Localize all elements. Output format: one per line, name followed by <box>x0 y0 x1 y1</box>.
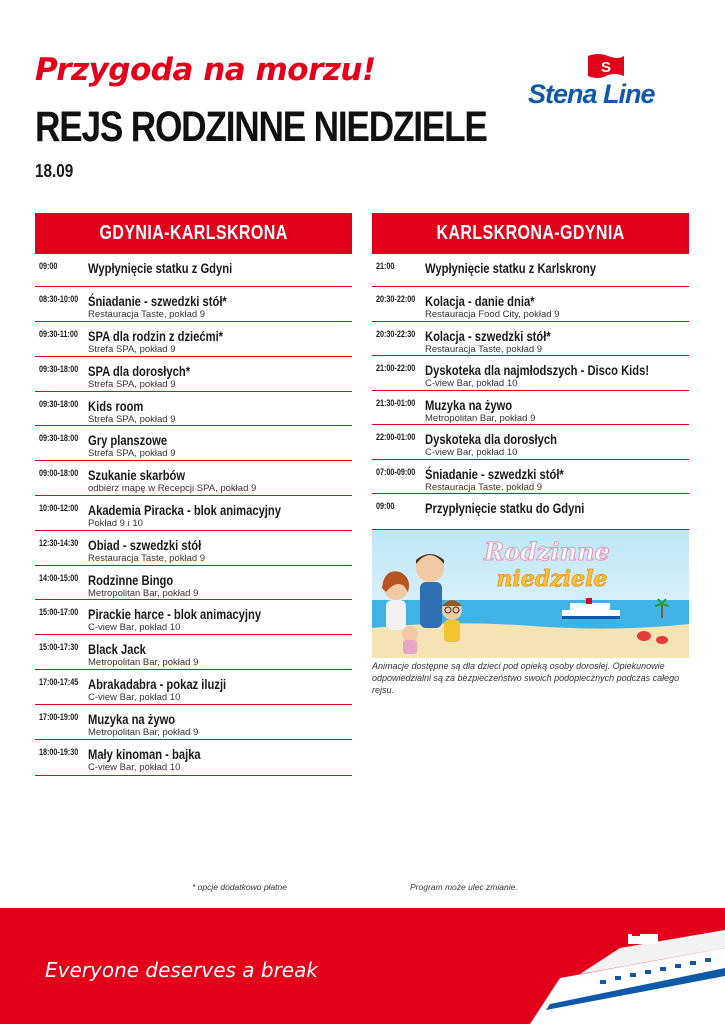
schedule-time: 15:00-17:00 <box>39 607 79 617</box>
footnote-subject-to-change: Program może ulec zmianie. <box>410 882 518 892</box>
schedule-time: 17:00-17:45 <box>39 677 79 687</box>
schedule-location: Strefa SPA, pokład 9 <box>88 448 176 459</box>
schedule-row <box>35 287 352 322</box>
schedule-row <box>35 496 352 531</box>
schedule-row <box>35 566 352 600</box>
schedule-location: Pokład 9 i 10 <box>88 518 143 529</box>
banner-caption: Animacje dostępne są dla dzieci pod opieką osoby dorosłej. Opiekunowie odpowiedzialni są za bezpieczeństwo swoich podopiecznych podczas całego rejsu. <box>372 661 680 695</box>
schedule-time: 09:30-11:00 <box>39 329 78 339</box>
schedule-row <box>372 460 689 494</box>
schedule-time: 21:30-01:00 <box>376 398 416 408</box>
schedule-time: 08:30-10:00 <box>39 294 79 304</box>
schedule-row <box>35 322 352 357</box>
schedule-time: 22:00-01:00 <box>376 432 416 442</box>
schedule-activity: Rodzinne Bingo <box>88 572 174 588</box>
schedule-activity: Przypłynięcie statku do Gdyni <box>425 500 585 516</box>
schedule-time: 07:00-09:00 <box>376 467 416 477</box>
schedule-time: 09:00 <box>376 501 395 511</box>
footnote-extra-paid: * opcje dodatkowo płatne <box>192 882 287 892</box>
schedule-location: C-view Bar, pokład 10 <box>88 692 181 703</box>
schedule-activity: Kolacja - szwedzki stół* <box>425 328 551 344</box>
schedule-row <box>372 425 689 460</box>
schedule-row <box>372 494 689 530</box>
schedule-location: Restauracja Taste, pokład 9 <box>425 344 543 355</box>
schedule-location: Strefa SPA, pokład 9 <box>88 414 176 425</box>
schedule-location: C-view Bar, pokład 10 <box>88 762 181 773</box>
schedule-location: Metropolitan Bar, pokład 9 <box>88 727 199 738</box>
schedule-location: odbierz mapę w Recepcji SPA, pokład 9 <box>88 483 257 494</box>
schedule-time: 09:00 <box>39 261 58 271</box>
schedule-location: Metropolitan Bar, pokład 9 <box>425 413 536 424</box>
schedule-row <box>35 531 352 566</box>
schedule-time: 21:00-22:00 <box>376 363 416 373</box>
schedule-row <box>372 254 689 287</box>
schedule-row <box>35 461 352 496</box>
schedule-activity: Śniadanie - szwedzki stół* <box>425 466 564 482</box>
schedule-activity: Abrakadabra - pokaz iluzji <box>88 676 227 692</box>
schedule-activity: Kids room <box>88 398 144 414</box>
schedule-activity: SPA dla rodzin z dziećmi* <box>88 328 224 344</box>
schedule-location: Strefa SPA, pokład 9 <box>88 379 176 390</box>
event-date: 18.09 <box>35 161 74 181</box>
schedule-activity: Black Jack <box>88 641 146 657</box>
schedule-row <box>372 356 689 391</box>
schedule-activity: Szukanie skarbów <box>88 467 186 483</box>
schedule-activity: Dyskoteka dla dorosłych <box>425 431 557 447</box>
flag-icon <box>586 52 626 82</box>
family-illustration <box>372 530 689 658</box>
schedule-activity: Pirackie harce - blok animacyjny <box>88 606 262 622</box>
schedule-activity: Muzyka na żywo <box>88 711 176 727</box>
schedule-row <box>35 670 352 705</box>
schedule-activity: Wypłynięcie statku z Karlskrony <box>425 260 596 276</box>
schedule-time: 20:30-22:30 <box>376 329 416 339</box>
schedule-time: 10:00-12:00 <box>39 503 79 513</box>
page-title: REJS RODZINNE NIEDZIELE <box>35 103 487 151</box>
schedule-time: 21:00 <box>376 261 395 271</box>
schedule-location: Restauracja Taste, pokład 9 <box>88 553 206 564</box>
schedule-time: 20:30-22:00 <box>376 294 416 304</box>
schedule-location: Restauracja Taste, pokład 9 <box>425 482 543 493</box>
schedule-time: 12:30-14:30 <box>39 538 79 548</box>
schedule-time: 14:00-15:00 <box>39 573 79 583</box>
footer-slogan: Everyone deserves a break <box>45 958 318 982</box>
svg-text:S: S <box>600 59 612 76</box>
column-header: KARLSKRONA-GDYNIA <box>372 213 689 254</box>
schedule-row <box>35 254 352 287</box>
schedule-activity: Dyskoteka dla najmłodszych - Disco Kids! <box>425 362 650 378</box>
stena-line-logo <box>528 52 693 112</box>
schedule-row <box>35 426 352 461</box>
schedule-activity: Wypłynięcie statku z Gdyni <box>88 260 233 276</box>
family-sundays-banner <box>372 530 689 658</box>
schedule-row <box>35 705 352 740</box>
schedule-time: 09:30-18:00 <box>39 399 79 409</box>
schedule-time: 15:00-17:30 <box>39 642 79 652</box>
schedule-activity: SPA dla dorosłych* <box>88 363 191 379</box>
schedule-time: 09:30-18:00 <box>39 433 79 443</box>
schedule-activity: Muzyka na żywo <box>425 397 513 413</box>
column-header: GDYNIA-KARLSKRONA <box>35 213 352 254</box>
schedule-activity: Kolacja - danie dnia* <box>425 293 535 309</box>
schedule-location: Metropolitan Bar, pokład 9 <box>88 588 199 599</box>
schedule-row <box>35 600 352 635</box>
schedule-location: C-view Bar, pokład 10 <box>425 447 518 458</box>
schedule-location: C-view Bar, pokład 10 <box>88 622 181 633</box>
tagline: Przygoda na morzu! <box>35 52 376 88</box>
schedule-time: 18:00-19:30 <box>39 747 79 757</box>
schedule-activity: Gry planszowe <box>88 432 168 448</box>
schedule-location: Restauracja Food City, pokład 9 <box>425 309 560 320</box>
svg-text:Rodzinne: Rodzinne <box>484 537 610 566</box>
schedule-time: 09:30-18:00 <box>39 364 79 374</box>
schedule-row <box>35 740 352 776</box>
logo-text: Stena Line <box>528 79 655 109</box>
schedule-row <box>35 635 352 670</box>
schedule-activity: Mały kinoman - bajka <box>88 746 201 762</box>
schedule-location: Metropolitan Bar, pokład 9 <box>88 657 199 668</box>
schedule-location: Strefa SPA, pokład 9 <box>88 344 176 355</box>
schedule-activity: Śniadanie - szwedzki stół* <box>88 293 227 309</box>
schedule-row <box>372 322 689 356</box>
schedule-time: 09:00-18:00 <box>39 468 79 478</box>
schedule-karlskrona-gdynia <box>372 213 689 530</box>
schedule-activity: Akademia Piracka - blok animacyjny <box>88 502 281 518</box>
schedule-row <box>372 287 689 322</box>
schedule-time: 17:00-19:00 <box>39 712 79 722</box>
schedule-row <box>35 357 352 392</box>
schedule-row <box>35 392 352 426</box>
svg-text:niedziele: niedziele <box>496 566 608 592</box>
ferry-ship-icon <box>520 918 725 1024</box>
schedule-activity: Obiad - szwedzki stół <box>88 537 202 553</box>
schedule-location: Restauracja Taste, pokład 9 <box>88 309 206 320</box>
schedule-row <box>372 391 689 425</box>
schedule-location: C-view Bar, pokład 10 <box>425 378 518 389</box>
schedule-gdynia-karlskrona <box>35 213 352 776</box>
